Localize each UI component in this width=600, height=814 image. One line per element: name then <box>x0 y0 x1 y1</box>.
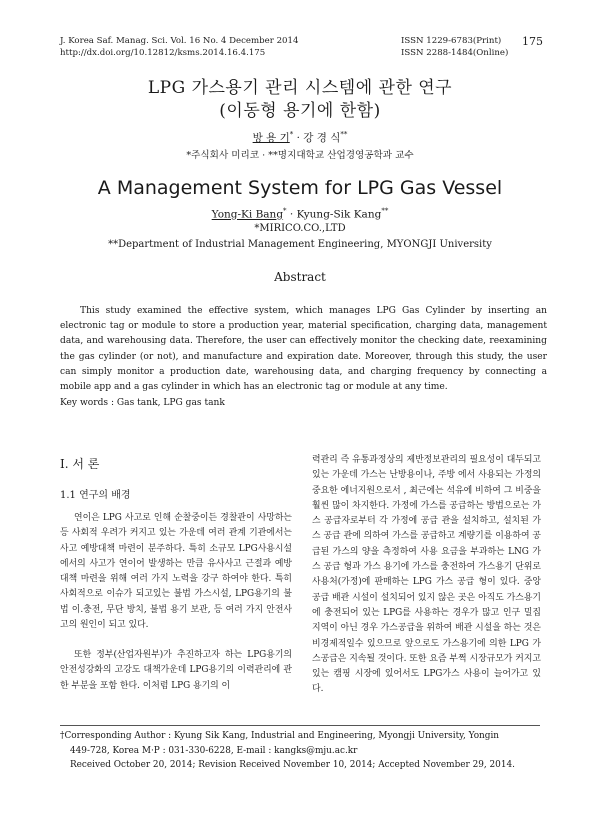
korean-title-line2: (이동형 용기에 한함) <box>219 101 381 121</box>
doi-link[interactable]: http://dx.doi.org/10.12812/ksms.2014.16.4.175 <box>60 48 266 58</box>
author2-mark-en: ** <box>381 207 389 215</box>
section-heading: I. 서 론 <box>60 457 100 471</box>
page-number: 175 <box>522 35 543 48</box>
keywords: Key words : Gas tank, LPG gas tank <box>60 398 225 408</box>
footnote-corresponding-author: †Corresponding Author : Kyung Sik Kang, Industrial and Engineering, Myongji University, Yongin <box>60 731 500 741</box>
author2-mark-ko: ** <box>340 130 348 139</box>
author1-mark-ko: * <box>289 130 294 139</box>
author-separator-ko: · <box>293 132 304 144</box>
abstract-body: This study examined the effective system, which manages LPG Gas Cylinder by inserting an electronic tag or module to store a production year, material specification, charging data, management data, and warehousing data. Therefore, the user can effectively monitor the checking date, reexamining the gas cylinder (or not), and manufacture and expiration date. Moreover, through this study, the user can simply monitor a production date, warehousing data, and charging frequency by connecting a mobile app and a gas cylinder in which has an electronic tag or module at any time. <box>60 306 547 393</box>
english-affiliation-1: *MIRICO.CO.,LTD <box>254 223 346 234</box>
abstract-heading: Abstract <box>274 270 326 284</box>
author1-name-ko: 방 용 기 <box>252 132 290 144</box>
footnote <box>60 729 547 773</box>
english-title: A Management System for LPG Gas Vessel <box>97 177 503 199</box>
author2-name-ko: 강 경 식 <box>303 132 341 144</box>
english-authors <box>0 207 600 221</box>
english-affiliation-2: **Department of Industrial Management Engineering, MYONGJI University <box>108 239 492 250</box>
author1-name-en: Yong-Ki Bang <box>211 208 284 221</box>
author1-mark-en: * <box>283 207 287 215</box>
korean-authors <box>0 130 600 145</box>
korean-title-line1: LPG 가스용기 관리 시스템에 관한 연구 <box>147 78 453 98</box>
right-column-text: 력관리 즉 유통과정상의 제반정보관리의 필요성이 대두되고 있는 가운데 가스는 난방용이나, 주방 에서 사용되는 가정의 중요한 에너지원으로서 , 최근에는 석유에 비하여 그 비중을 훨씬 많이 차지한다. 가정에 가스를 공급하는 방법으로는 가스 공급자로부터 각 가정에 공급 관을 설치하고, 설치된 가스 공급 관에 의하여 가스를 공급하고 계량기를 이용하여 공급된 가스의 양을 측정하여 사용 요금을 부과하는 LNG 가스 공급 형과 가스 용기에 가스를 충전하여 가스용기 단위로 사용처(가정)에 판매하는 LPG 가스 공급 형이 있다. 중앙 공급 배관 시설이 설치되어 있지 않은 곳은 아직도 가스용기에 충전되어 있는 LPG를 사용하는 경우가 많고 인구 밀집 지역이 아닌 경우 가스공급을 위하여 배관 시설을 하는 것은 비경제적일수 있으므로 앞으로도 가스용기에 의한 LPG 가스공급은 지속될 것이다. 또한 요즘 부쩍 시장규모가 커지고 있는 캠핑 시장에 있어서도 LPG가스 사용이 늘어가고 있다. <box>312 455 541 695</box>
footnote-received-dates: Received October 20, 2014; Revision Received November 10, 2014; Accepted November 29, 2014. <box>70 760 515 771</box>
footnote-contact: 449-728, Korea M·P : 031-330-6228, E-mail : kangks@mju.ac.kr <box>70 745 358 756</box>
author2-name-en: Kyung-Sik Kang <box>296 208 382 221</box>
left-column-paragraph-1: 연이은 LPG 사고로 인해 순찰중이든 경찰관이 사망하는 등 사회적 우려가 커지고 있는 가운데 여러 관계 기관에서는 사고 예방대책 마련이 분주하다. 특히 소규모 LPG사용시설에서의 사고가 연이어 발생하는 만큼 유사사고 근절과 예방대책 마련을 위해 여러 가지 노력을 강구 하여야 한다. 특히 사회적으로 이슈가 되고있는 불법 가스시설, LPG용기의 불법 이.충전, 무단 방치, 불법 용기 보관, 등 여러 가지 안전사고의 원인이 되고 있다. <box>60 513 292 631</box>
korean-affiliation: *주식회사 미리코 · **명지대학교 산업경영공학과 교수 <box>186 150 414 161</box>
footnote-divider <box>60 725 540 726</box>
issn-online: ISSN 2288-1484(Online) <box>401 48 509 58</box>
journal-citation: J. Korea Saf. Manag. Sci. Vol. 16 No. 4 December 2014 <box>60 36 299 46</box>
subsection-heading: 1.1 연구의 배경 <box>60 490 131 501</box>
author-separator-en: · <box>286 208 297 221</box>
issn-print: ISSN 1229-6783(Print) <box>401 36 502 46</box>
left-column-paragraph-2: 또한 정부(산업자원부)가 추진하고자 하는 LPG용기의 안전성강화의 고강도 대책가운데 LPG용기의 이력관리에 관한 부분을 포함 한다. 이처럼 LPG 용기의 이 <box>60 650 292 691</box>
